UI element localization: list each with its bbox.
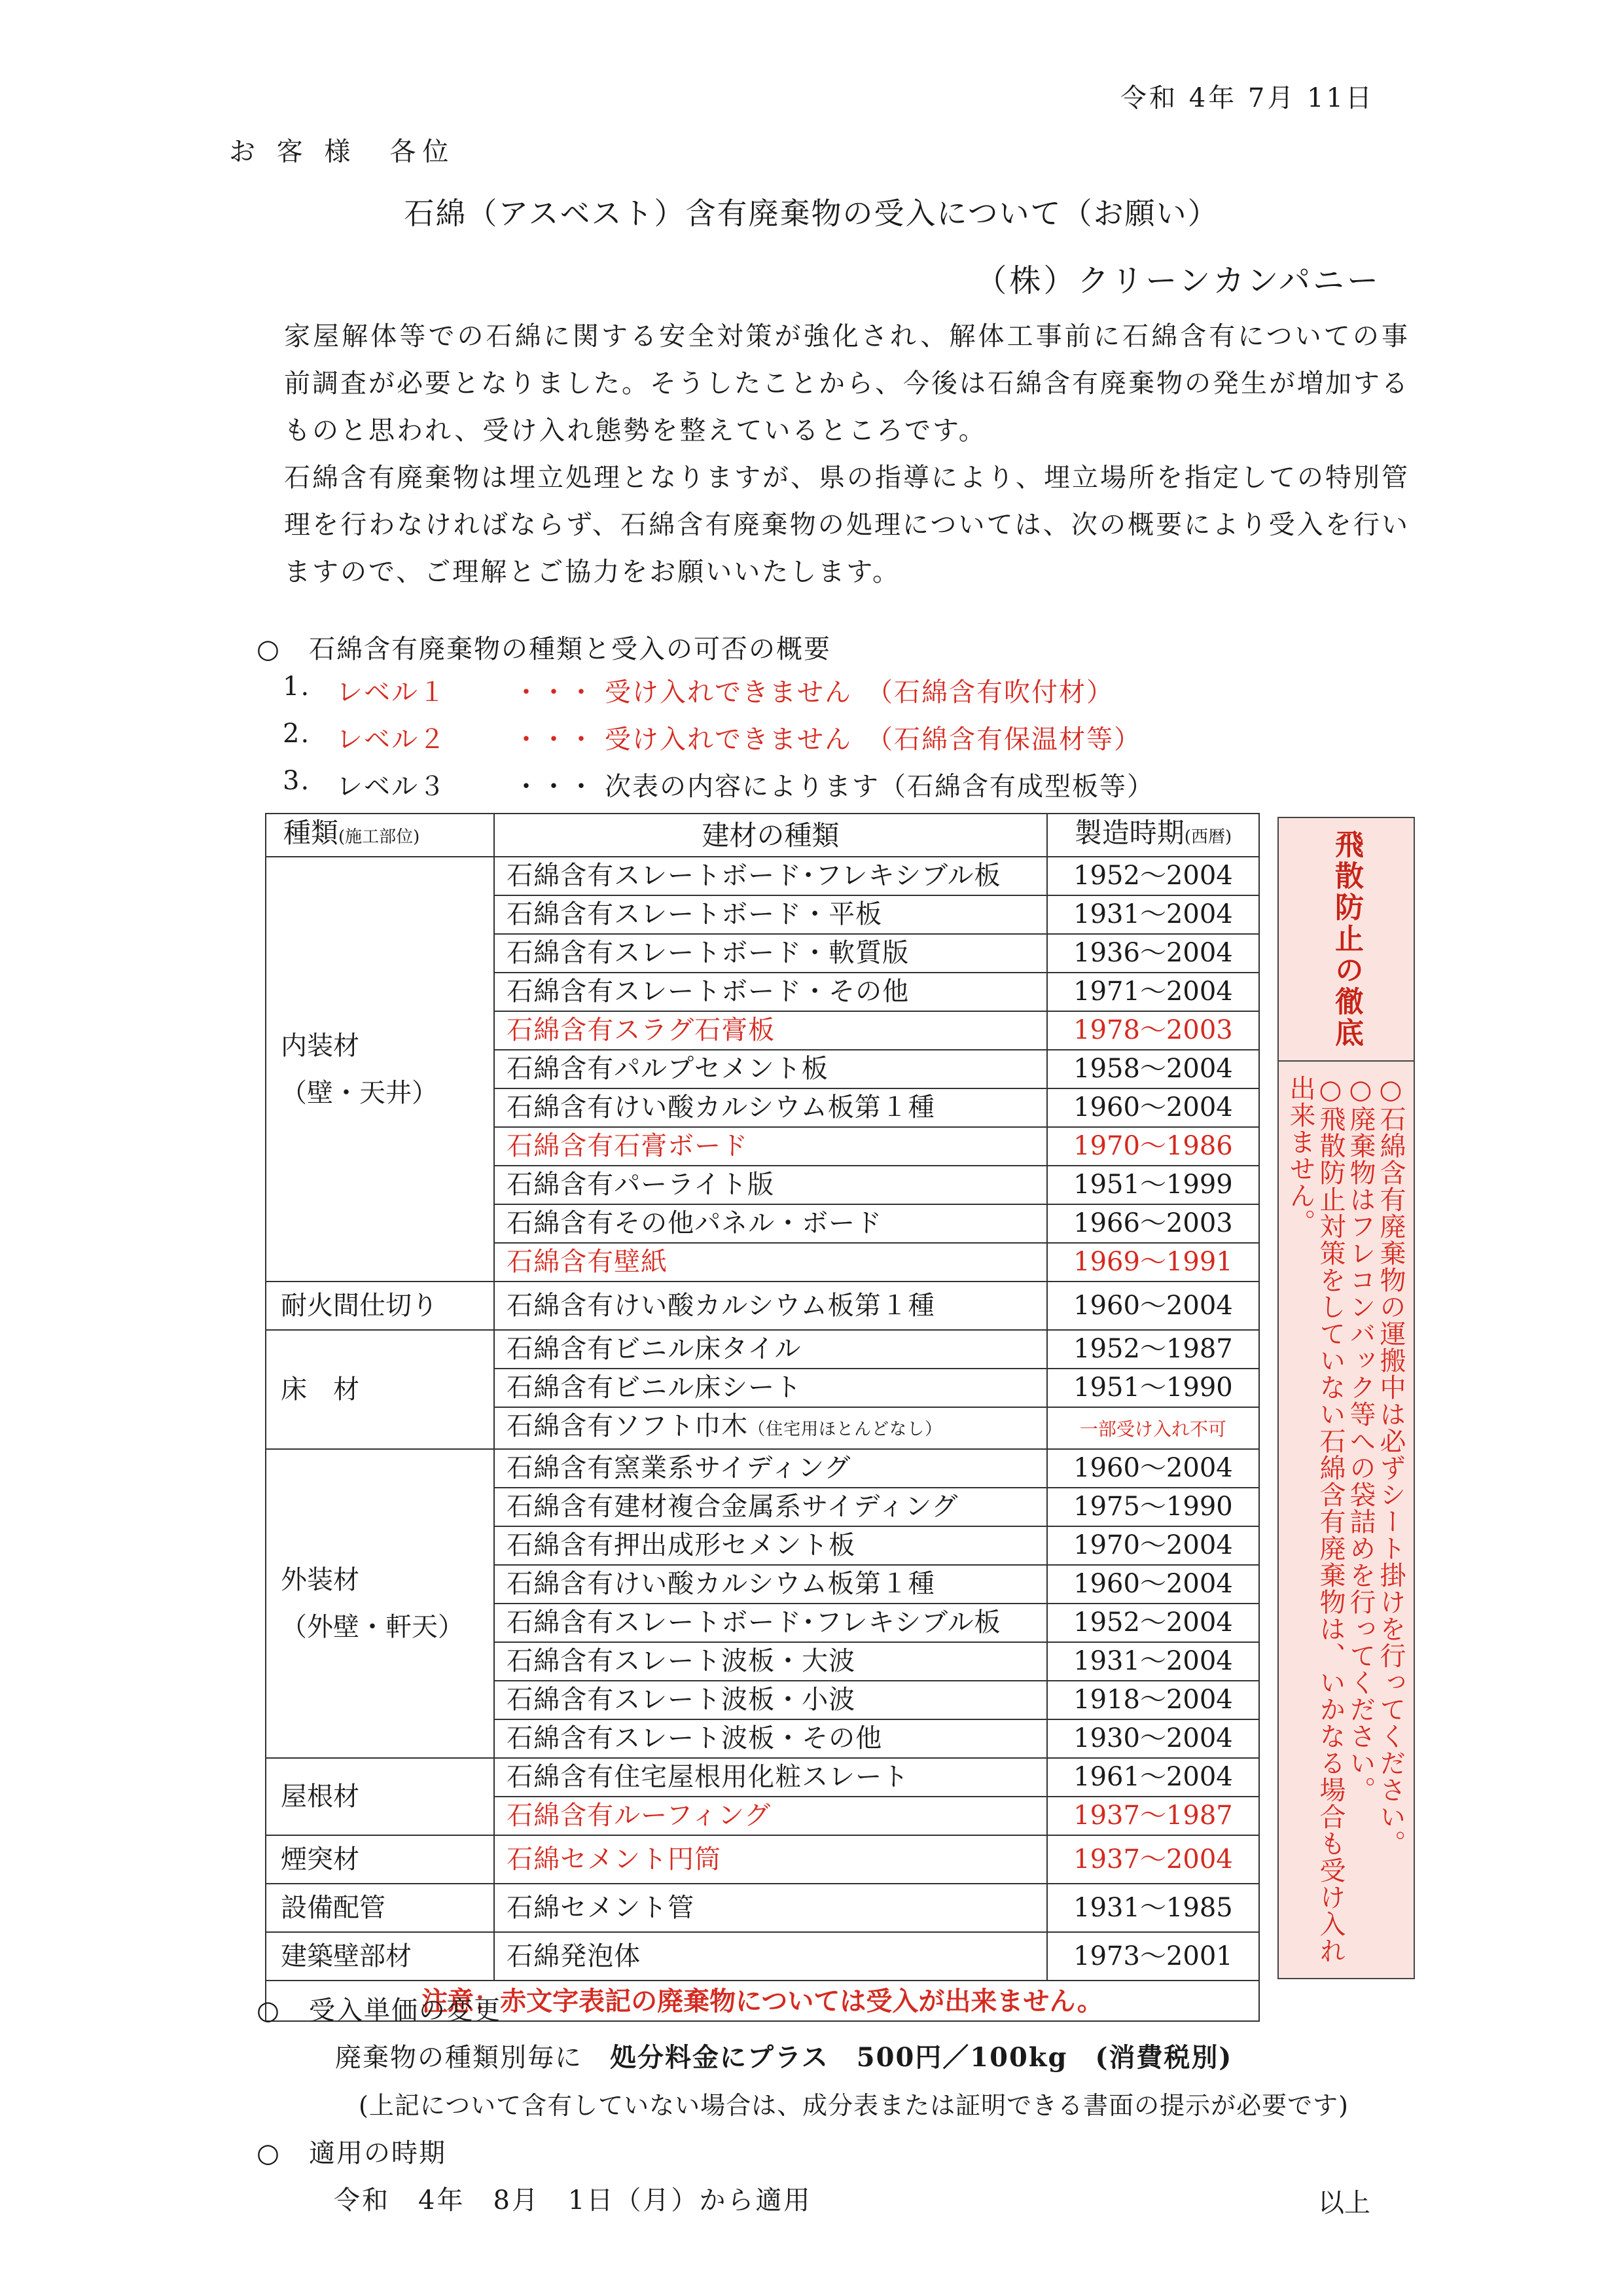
table-row <box>266 1835 1259 1884</box>
period-cell <box>1047 1127 1259 1166</box>
period-value: 1978～2003 <box>1073 1015 1233 1045</box>
category-cell <box>266 1330 494 1449</box>
level-dots: ・・・ <box>513 677 596 708</box>
material-name: 石綿セメント円筒 <box>507 1844 722 1874</box>
price-note: (上記について含有していない場合は、成分表または証明できる書面の提示が必要です) <box>359 2091 1349 2120</box>
material-cell <box>494 1758 1047 1797</box>
material-name: 石綿含有ビニル床シート <box>507 1372 802 1403</box>
material-cell <box>494 1797 1047 1835</box>
level-number: 3. <box>283 766 311 796</box>
material-name: 石綿含有パルプセメント板 <box>507 1054 829 1084</box>
material-cell <box>494 1488 1047 1526</box>
material-name: 石綿発泡体 <box>507 1941 641 1971</box>
table-row <box>266 1282 1259 1330</box>
period-cell <box>1047 1797 1259 1835</box>
header-material: 建材の種類 <box>494 814 1047 857</box>
section-2-title: 受入単価の変更 <box>309 1996 501 2026</box>
material-name: 石綿含有けい酸カルシウム板第１種 <box>507 1290 935 1321</box>
period-cell <box>1047 1488 1259 1526</box>
category-label: 外装材 <box>281 1565 359 1595</box>
sidebar-note: ○飛散防止対策をしていない石綿含有廃棄物は、いかなる場合も受け入れ出来ません。 <box>1285 1075 1346 1964</box>
level-description: 受け入れできません （石綿含有吹付材） <box>605 677 1114 708</box>
period-value: 1975～1990 <box>1073 1492 1233 1522</box>
material-cell <box>494 1932 1047 1981</box>
material-cell <box>494 1204 1047 1243</box>
section-2-heading <box>257 1990 501 2027</box>
category-label: 設備配管 <box>281 1893 385 1923</box>
material-name: 石綿含有ソフト巾木 <box>507 1411 749 1441</box>
period-value: 1931～2004 <box>1073 1646 1233 1676</box>
category-cell <box>266 1884 494 1932</box>
sidebar-note: ○石綿含有廃棄物の運搬中は必ずシート掛けを行ってください。 <box>1376 1075 1406 1857</box>
level-name: レベル２ <box>336 725 446 755</box>
material-name: 石綿含有石膏ボード <box>507 1131 749 1161</box>
material-cell <box>494 1719 1047 1758</box>
material-cell <box>494 1681 1047 1719</box>
material-name: 石綿含有その他パネル・ボード <box>507 1208 883 1238</box>
period-cell <box>1047 1681 1259 1719</box>
period-value: 1960～2004 <box>1073 1092 1233 1122</box>
period-cell <box>1047 857 1259 895</box>
level-item <box>283 672 1114 709</box>
period-cell <box>1047 1884 1259 1932</box>
level-number: 1. <box>283 672 311 702</box>
category-label: 建築壁部材 <box>281 1941 412 1971</box>
material-name: 石綿含有パーライト版 <box>507 1170 774 1200</box>
material-name: 石綿含有建材複合金属系サイディング <box>507 1492 959 1522</box>
material-cell <box>494 1330 1047 1369</box>
company-name: （株）クリーンカンパニー <box>975 262 1381 299</box>
material-cell <box>494 1884 1047 1932</box>
period-cell <box>1047 1835 1259 1884</box>
apply-date: 令和 4年 8月 1日（月）から適用 <box>334 2185 812 2215</box>
material-name: 石綿含有けい酸カルシウム板第１種 <box>507 1092 935 1122</box>
material-cell <box>494 1050 1047 1088</box>
material-cell <box>494 857 1047 895</box>
category-cell <box>266 1449 494 1758</box>
period-cell <box>1047 1719 1259 1758</box>
period-cell <box>1047 1011 1259 1050</box>
sidebar-title: 飛散防止の徹底 <box>1330 829 1363 1049</box>
material-cell <box>494 1282 1047 1330</box>
table-row <box>266 1884 1259 1932</box>
material-name: 石綿含有窯業系サイディング <box>507 1453 851 1483</box>
material-name: 石綿含有住宅屋根用化粧スレート <box>507 1762 910 1792</box>
period-value: 1958～2004 <box>1073 1054 1233 1084</box>
materials-table <box>265 813 1260 2022</box>
level-description: 受け入れできません （石綿含有保温材等） <box>605 725 1141 755</box>
material-cell <box>494 1565 1047 1604</box>
category-cell <box>266 1282 494 1330</box>
material-cell <box>494 973 1047 1011</box>
period-value: 1969～1991 <box>1073 1247 1233 1277</box>
material-cell <box>494 1604 1047 1642</box>
period-value: 1970～1986 <box>1073 1131 1233 1161</box>
material-cell <box>494 1642 1047 1681</box>
period-cell <box>1047 1407 1259 1449</box>
table-header-row <box>266 814 1259 857</box>
period-cell <box>1047 1932 1259 1981</box>
period-value: 1971～2004 <box>1073 977 1233 1007</box>
price-prefix: 廃棄物の種類別毎に <box>335 2043 582 2073</box>
material-name: 石綿含有スレート波板・大波 <box>507 1646 856 1676</box>
material-name: 石綿含有スレートボード･フレキシブル板 <box>507 1607 1001 1638</box>
material-note: （住宅用ほとんどなし） <box>748 1420 943 1439</box>
period-value: 1960～2004 <box>1073 1453 1233 1483</box>
period-value: 1961～2004 <box>1073 1762 1233 1792</box>
red-text-notice: 注意：赤文字表記の廃棄物については受入が出来ません。 <box>266 1981 1259 2021</box>
period-cell <box>1047 1369 1259 1407</box>
period-cell <box>1047 1449 1259 1488</box>
sidebar-title-cell <box>1279 818 1414 1062</box>
header-category: 種類(施工部位) <box>266 814 494 857</box>
sidebar-notes <box>1285 1075 1406 1971</box>
material-cell <box>494 1835 1047 1884</box>
bullet-icon: ○ <box>257 634 281 664</box>
category-cell <box>266 1758 494 1835</box>
table-row <box>266 857 1259 895</box>
period-value: 一部受け入れ不可 <box>1079 1418 1226 1440</box>
header-period: 製造時期(西暦) <box>1047 814 1259 857</box>
period-value: 1952～2004 <box>1073 1607 1233 1638</box>
material-cell <box>494 1369 1047 1407</box>
period-value: 1960～2004 <box>1073 1290 1233 1321</box>
section-1-heading <box>257 628 831 666</box>
level-number: 2. <box>283 719 311 749</box>
period-value: 1931～1985 <box>1073 1892 1233 1923</box>
price-line <box>335 2037 1232 2074</box>
section-3-heading <box>257 2132 446 2170</box>
document-date: 令和 4年 7月 11日 <box>1120 83 1374 113</box>
period-cell <box>1047 1330 1259 1369</box>
period-cell <box>1047 973 1259 1011</box>
table-row <box>266 1932 1259 1981</box>
material-cell <box>494 1127 1047 1166</box>
table-row <box>266 1758 1259 1797</box>
category-label: 屋根材 <box>281 1782 359 1812</box>
price-main: 処分料金にプラス 500円／100kg (消費税別) <box>610 2042 1233 2073</box>
material-name: 石綿含有ルーフィング <box>507 1801 772 1831</box>
table-row <box>266 1449 1259 1488</box>
material-cell <box>494 1526 1047 1565</box>
level-dots: ・・・ <box>513 772 596 802</box>
period-cell <box>1047 1088 1259 1127</box>
material-name: 石綿含有押出成形セメント板 <box>507 1530 856 1560</box>
material-cell <box>494 895 1047 934</box>
material-name: 石綿含有壁紙 <box>507 1247 668 1277</box>
bullet-icon: ○ <box>257 2138 281 2168</box>
material-name: 石綿含有スレートボード・軟質版 <box>507 938 910 968</box>
material-name: 石綿含有スレート波板・その他 <box>507 1723 883 1753</box>
material-name: 石綿含有ビニル床タイル <box>507 1334 802 1364</box>
period-cell <box>1047 1642 1259 1681</box>
period-cell <box>1047 1204 1259 1243</box>
period-cell <box>1047 1604 1259 1642</box>
period-value: 1952～2004 <box>1073 861 1233 891</box>
period-value: 1937～1987 <box>1073 1801 1233 1831</box>
level-item <box>283 766 1154 803</box>
period-value: 1970～2004 <box>1073 1530 1233 1560</box>
period-value: 1951～1999 <box>1073 1170 1233 1200</box>
category-cell <box>266 1932 494 1981</box>
category-label: 耐火間仕切り <box>281 1291 438 1321</box>
period-cell <box>1047 1565 1259 1604</box>
period-cell <box>1047 1243 1259 1282</box>
material-cell <box>494 1449 1047 1488</box>
category-cell <box>266 857 494 1282</box>
period-cell <box>1047 1526 1259 1565</box>
material-name: 石綿セメント管 <box>507 1892 695 1923</box>
intro-paragraph-2: 石綿含有廃棄物は埋立処理となりますが、県の指導により、埋立場所を指定しての特別管理を行わなければならず、石綿含有廃棄物の処理については、次の概要により受入を行いますので、ご理解とご協力をお願いいたします。 <box>284 463 1410 587</box>
bullet-icon: ○ <box>257 1996 281 2026</box>
level-name: レベル１ <box>336 677 446 708</box>
level-dots: ・・・ <box>513 725 596 755</box>
material-name: 石綿含有スレート波板・小波 <box>507 1685 856 1715</box>
period-value: 1973～2001 <box>1073 1941 1233 1971</box>
table-row <box>266 1330 1259 1369</box>
level-description: 次表の内容によります（石綿含有成型板等） <box>605 772 1154 802</box>
period-value: 1952～1987 <box>1073 1334 1233 1364</box>
sidebar-note: ○廃棄物はフレコンバック等への袋詰めを行ってください。 <box>1346 1075 1376 1803</box>
level-item <box>283 719 1141 756</box>
section-1-title: 石綿含有廃棄物の種類と受入の可否の概要 <box>309 634 831 664</box>
category-label: 煙突材 <box>281 1844 359 1874</box>
material-cell <box>494 1088 1047 1127</box>
document-title: 石綿（アスベスト）含有廃棄物の受入について（お願い） <box>404 196 1219 231</box>
material-cell <box>494 1407 1047 1449</box>
period-value: 1960～2004 <box>1073 1569 1233 1599</box>
level-name: レベル３ <box>336 772 446 802</box>
period-value: 1951～1990 <box>1073 1372 1233 1403</box>
material-name: 石綿含有スレートボード・平板 <box>507 899 883 929</box>
period-value: 1936～2004 <box>1073 938 1233 968</box>
material-name: 石綿含有スレートボード・その他 <box>507 977 910 1007</box>
category-cell <box>266 1835 494 1884</box>
category-label: 床 材 <box>281 1374 359 1405</box>
category-label: 内装材 <box>281 1030 359 1061</box>
scatter-prevention-box <box>1277 817 1415 1979</box>
closing-mark: 以上 <box>1318 2188 1370 2218</box>
material-cell <box>494 1166 1047 1204</box>
period-value: 1918～2004 <box>1073 1685 1233 1715</box>
material-name: 石綿含有けい酸カルシウム板第１種 <box>507 1569 935 1599</box>
period-value: 1966～2003 <box>1073 1208 1233 1238</box>
period-cell <box>1047 1758 1259 1797</box>
period-cell <box>1047 895 1259 934</box>
period-cell <box>1047 1050 1259 1088</box>
material-name: 石綿含有スラグ石膏板 <box>507 1015 776 1045</box>
material-cell <box>494 1011 1047 1050</box>
addressee: お 客 様 各位 <box>229 137 455 167</box>
period-cell <box>1047 934 1259 973</box>
intro-paragraph-1: 家屋解体等での石綿に関する安全対策が強化され、解体工事前に石綿含有についての事前調査が必要となりました。そうしたことから、今後は石綿含有廃棄物の発生が増加するものと思われ、受け入れ態勢を整えているところです。 <box>284 321 1410 446</box>
period-value: 1931～2004 <box>1073 899 1233 929</box>
category-label: （外壁・軒天） <box>281 1612 464 1642</box>
period-cell <box>1047 1282 1259 1330</box>
period-value: 1937～2004 <box>1073 1844 1233 1874</box>
material-cell <box>494 1243 1047 1282</box>
period-value: 1930～2004 <box>1073 1723 1233 1753</box>
period-cell <box>1047 1166 1259 1204</box>
section-3-title: 適用の時期 <box>309 2138 446 2168</box>
material-cell <box>494 934 1047 973</box>
category-label: （壁・天井） <box>281 1077 438 1108</box>
material-name: 石綿含有スレートボード･フレキシブル板 <box>507 861 1001 891</box>
